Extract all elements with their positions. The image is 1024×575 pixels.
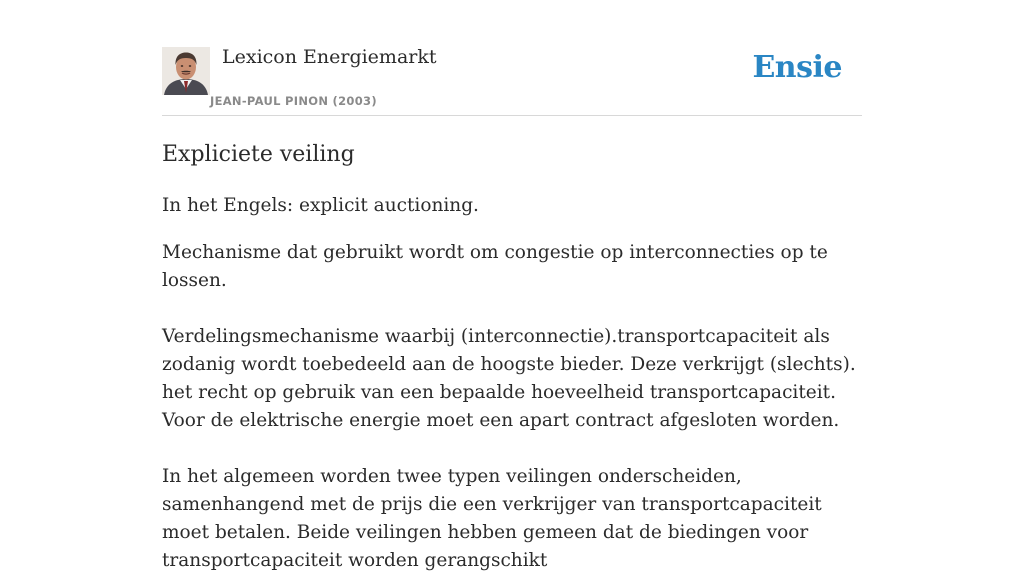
author-name[interactable]: JEAN-PAUL PINON (2003) (210, 94, 377, 108)
author-avatar[interactable] (162, 47, 210, 95)
header (162, 0, 862, 116)
avatar-portrait (162, 47, 210, 95)
entry-title: Expliciete veiling (162, 142, 355, 167)
paragraph-2: In het algemeen worden twee typen veilingen onderscheiden, samenhangend met de prijs die een verkrijger van transportcapaciteit moet betalen. Beide veilingen hebben gemeen dat de biedingen voor transportcapaciteit worden gerangschikt (162, 466, 822, 571)
entry-content (162, 140, 862, 575)
book-title[interactable]: Lexicon Energiemarkt (222, 46, 437, 68)
paragraph-1: Verdelingsmechanisme waarbij (interconnectie).transportcapaciteit als zodanig wordt toebedeeld aan de hoogste bieder. Deze verkrijgt (slechts). het recht op gebruik van een bepaalde hoeveelheid transportcapaciteit. Voor de elektrische energie moet een apart contract afgesloten worden. (162, 326, 856, 431)
definition-text: Mechanisme dat gebruikt wordt om congestie op interconnecties op te lossen. (162, 242, 828, 291)
english-translation: In het Engels: explicit auctioning. (162, 195, 479, 216)
brand-logo[interactable]: Ensie (752, 50, 842, 85)
page (162, 0, 862, 571)
